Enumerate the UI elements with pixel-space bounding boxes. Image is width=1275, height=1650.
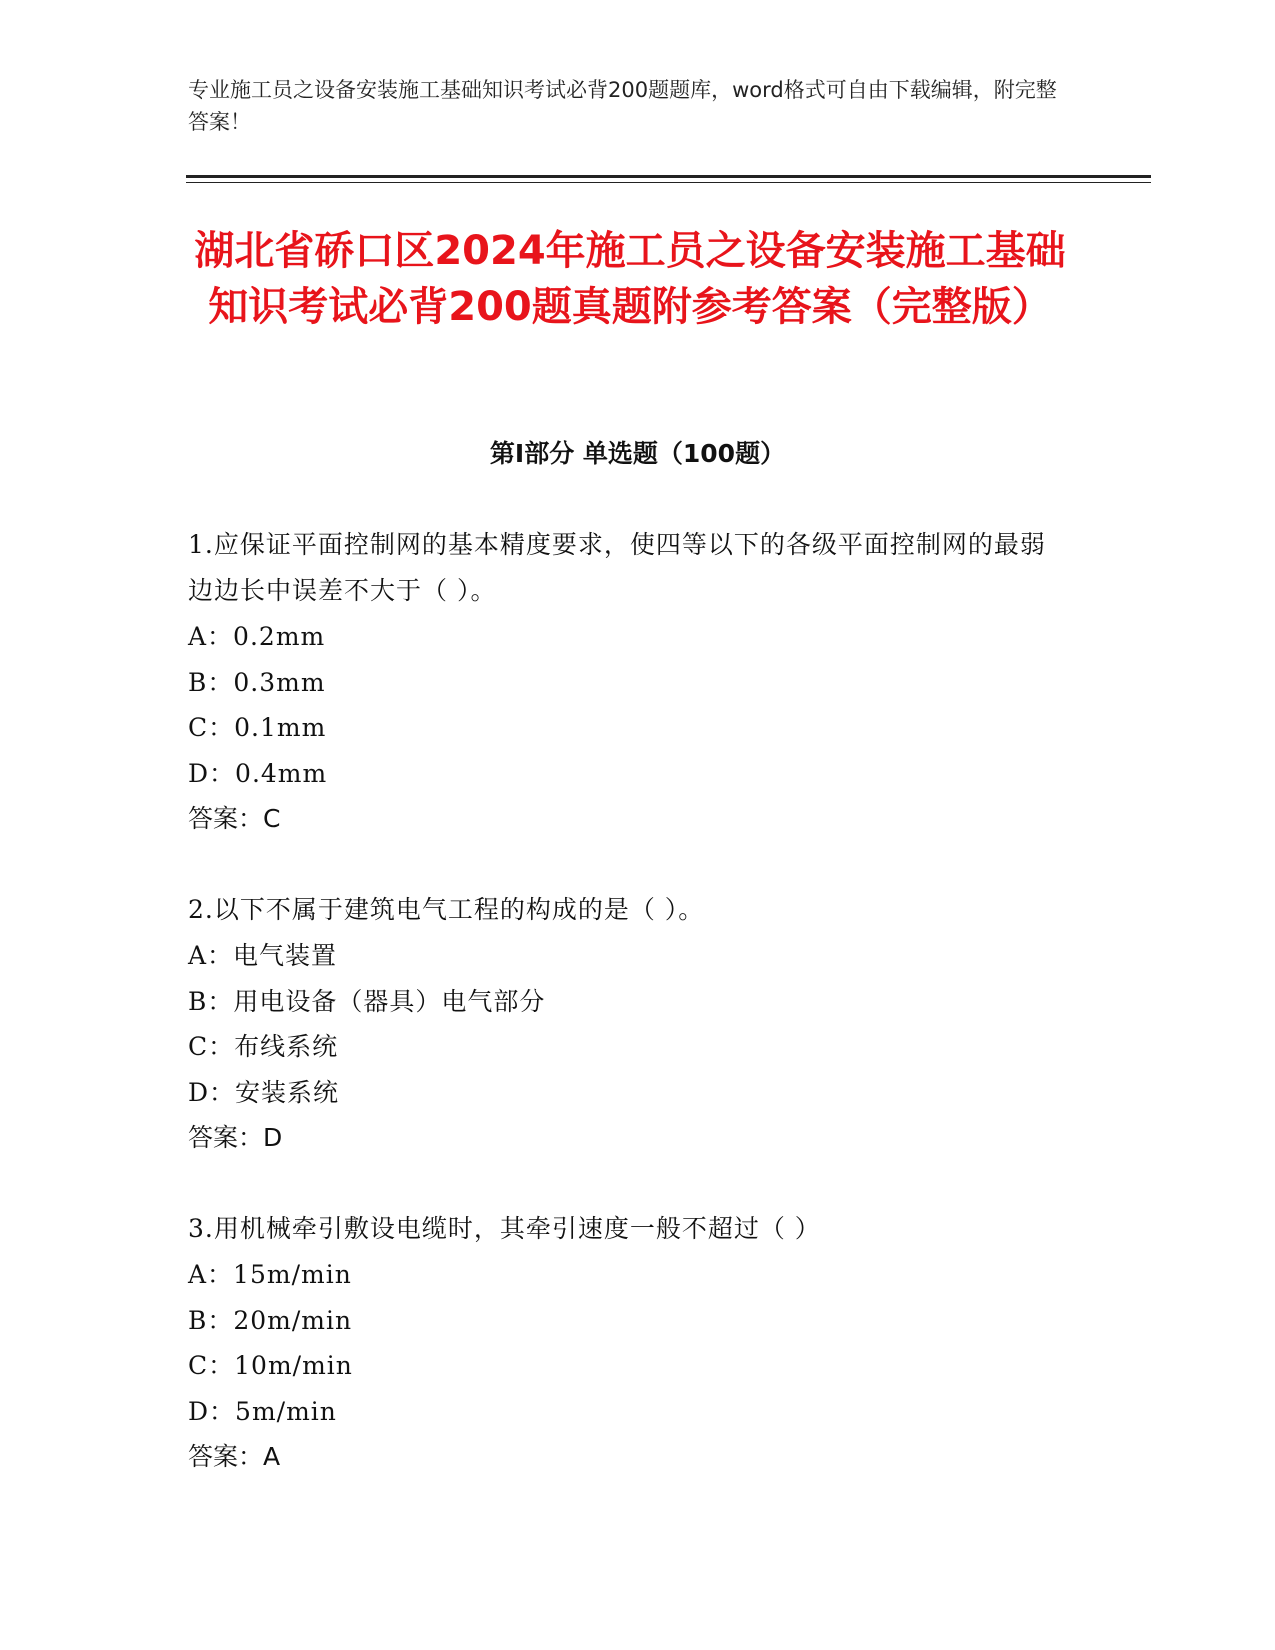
- option-b: B：0.3mm: [188, 667, 326, 697]
- section-title: 第I部分 单选题（100题）: [489, 439, 786, 468]
- header-divider-thick: [186, 175, 1151, 178]
- question-text: 3.用机械牵引敷设电缆时，其牵引速度一般不超过（ ）: [188, 1214, 821, 1243]
- option-b: B：20m/min: [188, 1305, 353, 1335]
- question-text: 1.应保证平面控制网的基本精度要求，使四等以下的各级平面控制网的最弱边边长中误差不大于（ ）。: [188, 530, 1046, 605]
- answer: 答案：C: [188, 804, 281, 833]
- document-title: 湖北省硚口区2024年施工员之设备安装施工基础知识考试必背200题真题附参考答案（完整版）: [194, 228, 1066, 330]
- option-c: C：10m/min: [188, 1351, 353, 1380]
- header-divider-thin: [186, 182, 1151, 183]
- question-text: 2.以下不属于建筑电气工程的构成的是（ ）。: [188, 895, 705, 924]
- question-2: [188, 887, 1068, 1160]
- option-b: B：用电设备（器具）电气部分: [188, 986, 546, 1016]
- option-c: C：0.1mm: [188, 713, 327, 742]
- option-c: C：布线系统: [188, 1032, 339, 1061]
- question-1: [188, 522, 1068, 841]
- option-d: D：5m/min: [188, 1396, 337, 1426]
- answer: 答案：A: [188, 1442, 281, 1471]
- option-d: D：0.4mm: [188, 758, 328, 788]
- question-3: [188, 1206, 1068, 1479]
- option-a: A：电气装置: [188, 941, 338, 970]
- option-a: A：0.2mm: [188, 622, 326, 651]
- option-d: D：安装系统: [188, 1077, 340, 1107]
- header-note: 专业施工员之设备安装施工基础知识考试必背200题题库，word格式可自由下载编辑，附完整答案！: [188, 78, 1057, 134]
- option-a: A：15m/min: [188, 1260, 352, 1289]
- answer: 答案：D: [188, 1123, 283, 1152]
